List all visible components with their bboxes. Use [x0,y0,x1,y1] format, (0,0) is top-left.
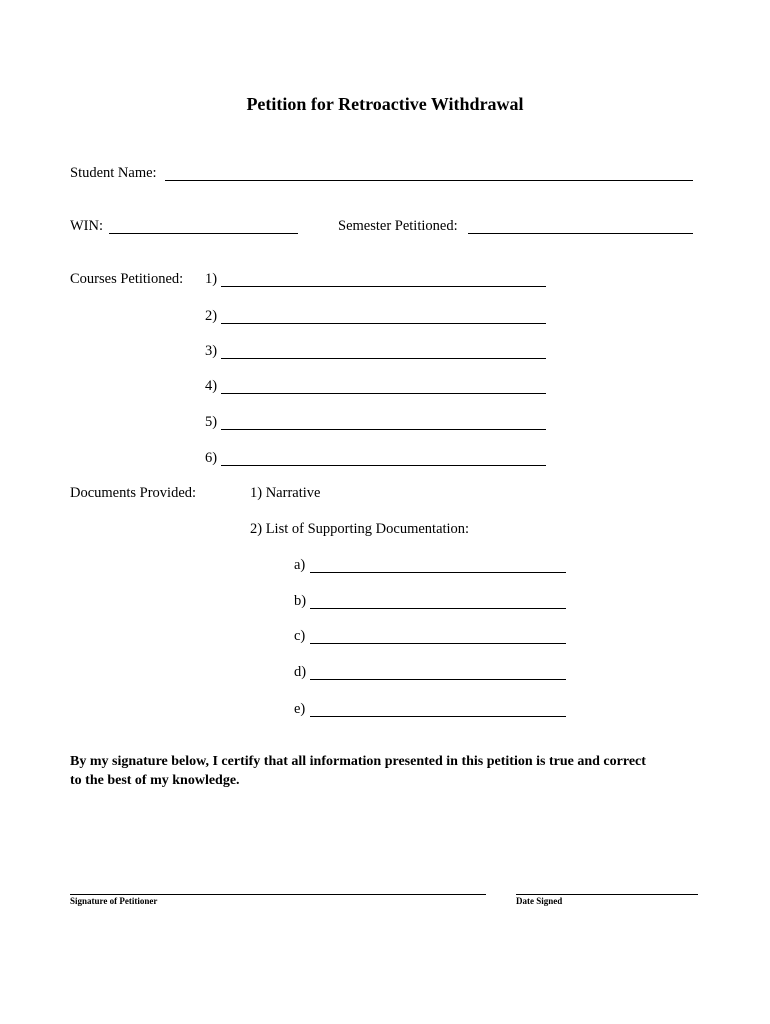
signature-label: Signature of Petitioner [70,896,158,906]
semester-petitioned-field[interactable] [468,233,693,234]
document-item-narrative: 1) Narrative [250,485,321,501]
course-field-3[interactable] [221,358,546,359]
supporting-field-b[interactable] [310,608,566,609]
date-signed-label: Date Signed [516,896,563,906]
course-field-1[interactable] [221,286,546,287]
course-number-2: 2) [205,308,218,324]
course-number-3: 3) [205,343,218,359]
supporting-field-d[interactable] [310,679,566,680]
signature-field[interactable] [70,894,486,895]
supporting-field-a[interactable] [310,572,566,573]
supporting-letter-d: d) [294,664,307,680]
documents-provided-label: Documents Provided: [70,485,197,501]
certification-line-2: to the best of my knowledge. [70,773,240,788]
course-number-6: 6) [205,450,218,466]
supporting-letter-e: e) [294,701,306,717]
document-item-supporting-list: 2) List of Supporting Documentation: [250,521,470,537]
supporting-field-c[interactable] [310,643,566,644]
certification-line-1: By my signature below, I certify that all information presented in this petition is true and correct [70,754,646,769]
win-label: WIN: [70,218,104,234]
course-field-5[interactable] [221,429,546,430]
courses-petitioned-label: Courses Petitioned: [70,271,184,287]
supporting-letter-b: b) [294,593,307,609]
supporting-field-e[interactable] [310,716,566,717]
supporting-letter-c: c) [294,628,306,644]
student-name-label: Student Name: [70,165,157,181]
supporting-letter-a: a) [294,557,306,573]
course-field-6[interactable] [221,465,546,466]
date-signed-field[interactable] [516,894,698,895]
course-number-5: 5) [205,414,218,430]
course-field-4[interactable] [221,393,546,394]
semester-petitioned-label: Semester Petitioned: [338,218,458,234]
certification-statement [70,752,646,790]
course-number-4: 4) [205,378,218,394]
document-title: Petition for Retroactive Withdrawal [246,94,524,114]
course-field-2[interactable] [221,323,546,324]
course-number-1: 1) [205,271,218,287]
win-field[interactable] [109,233,298,234]
student-name-field[interactable] [165,180,693,181]
